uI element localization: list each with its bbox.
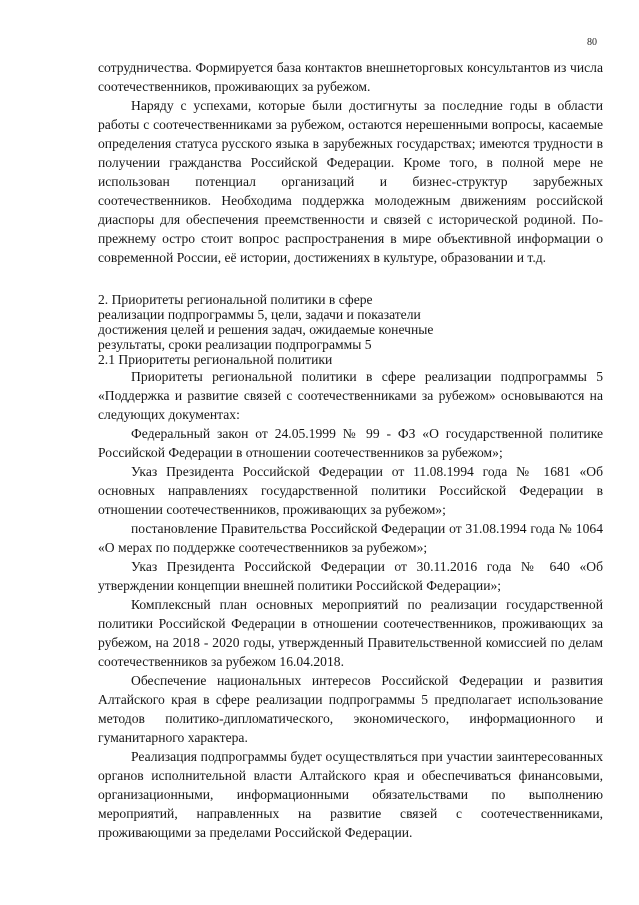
section-heading-line: достижения целей и решения задач, ожидаемые конечные (98, 322, 434, 337)
paragraph: Указ Президента Российской Федерации от 30.11.2016 года № 640 «Об утверждении концепции внешней политики Российской Федерации»; (98, 559, 603, 593)
section-heading-line: реализации подпрограммы 5, цели, задачи и показатели (98, 307, 421, 322)
section-heading-line: 2. Приоритеты региональной политики в сфере (98, 292, 373, 307)
document-body (98, 58, 603, 842)
paragraph: Реализация подпрограммы будет осуществляться при участии заинтересованных органов исполнительной власти Алтайского края и обеспечиваться финансовыми, организационными, информационными обязательствами по выполнению мероприятий, направленных на развитие связей с соотечественниками, проживающими за пределами Российской Федерации. (98, 749, 603, 840)
paragraph: Наряду с успехами, которые были достигнуты за последние годы в области работы с соотечественниками за рубежом, остаются нерешенными вопросы, касаемые определения статуса русского языка в зарубежных государствах; имеются трудности в получении гражданства Российской Федерации. Кроме того, в полной мере не использован потенциал организаций и бизнес-структур зарубежных соотечественников. Необходима поддержка молодежным движениям российской диаспоры для обеспечения преемственности и связей с исторической родиной. По-прежнему остро стоит вопрос распространения в мире объективной информации о современной России, её истории, достижениях в культуре, образовании и т.д. (98, 98, 603, 265)
section-heading (98, 292, 603, 352)
subsection-heading: 2.1 Приоритеты региональной политики (98, 352, 333, 367)
page-number: 80 (587, 37, 597, 48)
paragraph: Обеспечение национальных интересов Российской Федерации и развития Алтайского края в сфере реализации подпрограммы 5 предполагает использование методов политико-дипломатического, экономического, информационного и гуманитарного характера. (98, 673, 603, 745)
section-heading-line: результаты, сроки реализации подпрограммы 5 (98, 337, 372, 352)
paragraph: постановление Правительства Российской Федерации от 31.08.1994 года № 1064 «О мерах по поддержке соотечественников за рубежом»; (98, 521, 603, 555)
paragraph: Приоритеты региональной политики в сфере реализации подпрограммы 5 «Поддержка и развитие связей с соотечественниками за рубежом» основываются на следующих документах: (98, 369, 603, 422)
paragraph: сотрудничества. Формируется база контактов внешнеторговых консультантов из числа соотечественников, проживающих за рубежом. (98, 60, 603, 94)
paragraph: Указ Президента Российской Федерации от 11.08.1994 года № 1681 «Об основных направлениях государственной политики Российской Федерации в отношении соотечественников, проживающих за рубежом»; (98, 464, 603, 517)
paragraph: Комплексный план основных мероприятий по реализации государственной политики Российской Федерации в отношении соотечественников, проживающих за рубежом, на 2018 - 2020 годы, утвержденный Правительственной комиссией по делам соотечественников за рубежом 16.04.2018. (98, 597, 603, 669)
paragraph: Федеральный закон от 24.05.1999 № 99 - ФЗ «О государственной политике Российской Федерации в отношении соотечественников за рубежом»; (98, 426, 603, 460)
